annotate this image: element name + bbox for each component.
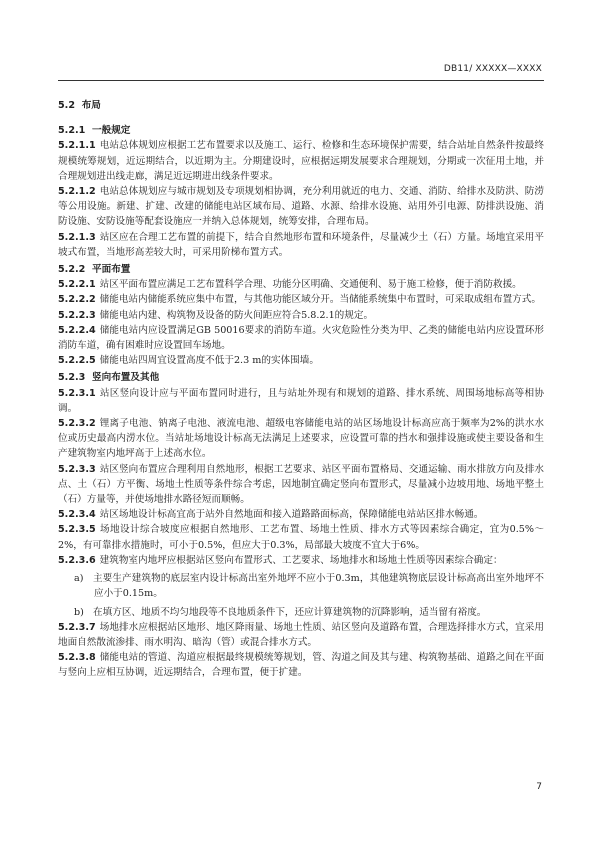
clause-5-2-2-5: 5.2.2.5 储能电站四周宜设置高度不低于2.3 m的实体围墙。: [58, 355, 319, 367]
clause-5-2-2-1: 5.2.2.1 站区平面布置应满足工艺布置科学合理、功能分区明确、交通便利、易于施工检修，便于消防救援。: [58, 279, 522, 291]
section-number: 5.2: [58, 100, 75, 111]
clause-5-2-3-5: 5.2.3.5 场地设计综合坡度应根据自然地形、工艺布置、场地土性质、排水方式等因素综合确定，宜为0.5%～2%，有可靠排水措施时，可小于0.5%，但应大于0.3%，局部最大坡度不宜大于6%。: [58, 524, 544, 551]
clause-5-2-3-3: 5.2.3.3 站区竖向布置应合理利用自然地形，根据工艺要求、站区平面布置格局、交通运输、雨水排放方向及排水点、土（石）方平衡、场地土性质等条件综合考虑，因地制宜确定竖向布置形式，尽量减小边坡用地、场地平整土（石）方量等，并使场地排水路径短而顺畅。: [58, 463, 544, 506]
clause-5-2-2-2: 5.2.2.2 储能电站内储能系统应集中布置，与其他功能区域分开。当储能系统集中布置时，可采取成组布置方式。: [58, 294, 541, 306]
subsection-heading-vertical: 5.2.3 竖向布置及其他: [58, 372, 160, 384]
subsection-heading-general: 5.2.1 一般规定: [58, 125, 131, 137]
clause-5-2-3-2: 5.2.3.2 锂离子电池、钠离子电池、液流电池、超级电容储能电站的站区场地设计标高应高于频率为2%的洪水水位或历史最高内涝水位。当站址场地设计标高无法满足上述要求，应设置可靠的挡水和强排设施或使主要设备和生产建筑物室内地坪高于上述高水位。: [58, 418, 544, 460]
clause-5-2-1-3: 5.2.1.3 站区应在合理工艺布置的前提下，结合自然地形布置和环境条件，尽量减少土（石）方量。场地宜采用平坡式布置，当地形高差较大时，可采用阶梯布置方式。: [58, 231, 544, 258]
list-item-a: a) 主要生产建筑物的底层室内设计标高出室外地坪不应小于0.3m，其他建筑物底层设计标高高出室外地坪不应小于0.15m。: [74, 573, 544, 600]
clause-5-2-2-3: 5.2.2.3 储能电站内建、构筑物及设备的防火间距应符合5.8.2.1的规定。: [58, 309, 374, 321]
page-content: [58, 98, 544, 681]
clause-5-2-1-1: 5.2.1.1 电站总体规划应根据工艺布置要求以及施工、运行、检修和生态环境保护需要，结合站址自然条件按最终规模统筹规划，近远期结合，以近期为主。分期建设时，应根据远期发展要求合理规划，分期或一次征用土地，并合理规划进出线走廊，满足近远期进出线条件要求。: [58, 140, 544, 182]
list-item-b: b) 在填方区、地质不均匀地段等不良地质条件下，还应计算建筑物的沉降影响，适当留有裕度。: [74, 606, 487, 618]
subsection-heading-plan: 5.2.2 平面布置: [58, 264, 131, 276]
clause-5-2-3-4: 5.2.3.4 站区场地设计标高宜高于站外自然地面和接入道路路面标高，保障储能电站站区排水畅通。: [58, 509, 484, 521]
clause-5-2-3-6: 5.2.3.6 建筑物室内地坪应根据站区竖向布置形式、工艺要求、场地排水和场地土性质等因素综合确定：: [58, 554, 503, 566]
clause-5-2-1-2: 5.2.1.2 电站总体规划应与城市规划及专项规划相协调，充分利用就近的电力、交通、消防、给排水及防洪、防涝等公用设施。新建、扩建、改建的储能电站区域布局、道路、水源、给排水设施、站用外引电源、防排洪设施、消防设施、安防设施等配套设施应一并纳入总体规划，统筹安排，合理布局。: [58, 186, 544, 228]
section-heading: [58, 98, 544, 113]
clause-5-2-3-8: 5.2.3.8 储能电站的管道、沟道应根据最终规模统筹规划，管、沟道之间及其与建、构筑物基础、道路之间在平面与竖向上应相互协调，近远期结合，合理布置，便于扩建。: [58, 652, 544, 679]
page-number: 7: [536, 782, 542, 792]
clause-5-2-2-4: 5.2.2.4 储能电站内应设置满足GB 50016要求的消防车道。火灾危险性分类为甲、乙类的储能电站内应设置环形消防车道，确有困难时应设置回车场地。: [58, 324, 544, 352]
clause-5-2-3-1: 5.2.3.1 站区竖向设计应与平面布置同时进行，且与站址外现有和规划的道路、排水系统、周围场地标高等相协调。: [58, 387, 544, 414]
clause-5-2-3-7: 5.2.3.7 场地排水应根据站区地形、地区降雨量、场地土性质、站区竖向及道路布置，合理选择排水方式，宜采用地面自然散流渗排、雨水明沟、暗沟（管）或混合排水方式。: [58, 621, 544, 648]
header-rule: [58, 80, 544, 81]
document-code: DB11/ XXXXX—XXXX: [443, 64, 542, 74]
section-title: 布局: [81, 100, 101, 111]
